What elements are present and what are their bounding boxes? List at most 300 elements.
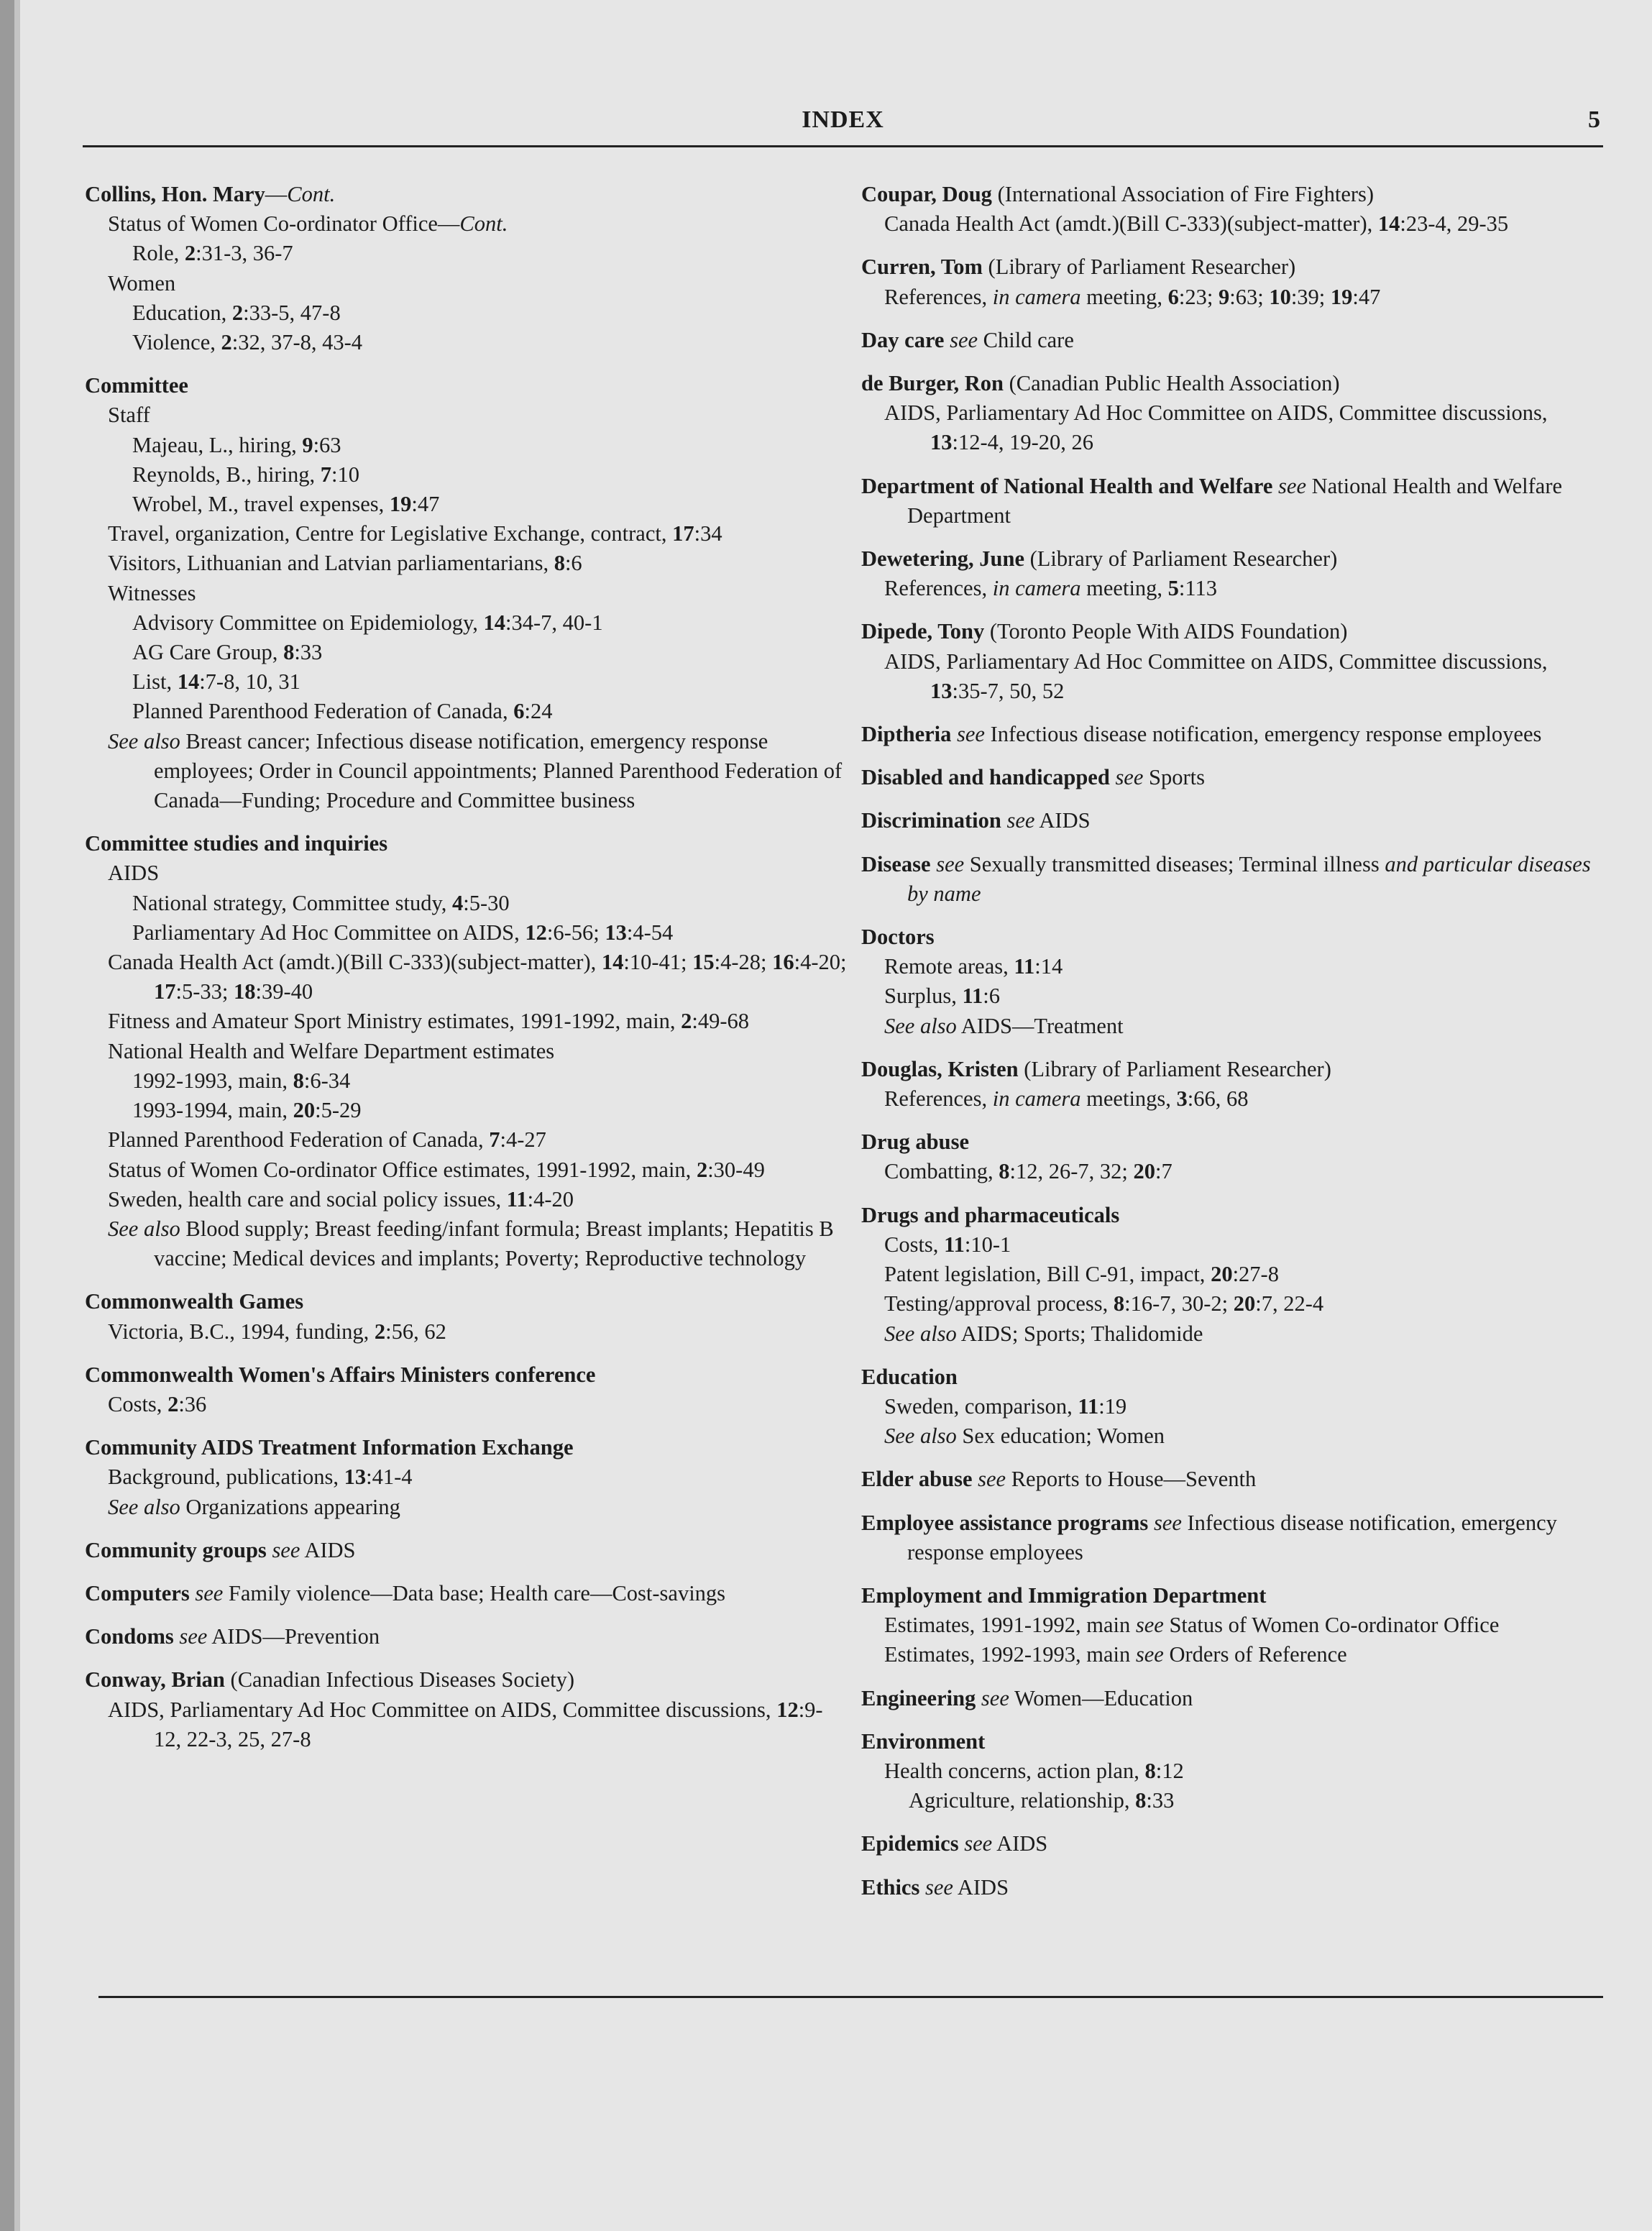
index-entry bbox=[861, 1055, 1609, 1114]
bold-text: 20 bbox=[1211, 1262, 1233, 1287]
text: :113 bbox=[1178, 576, 1218, 601]
bold-text: Drugs and pharmaceuticals bbox=[861, 1202, 1120, 1227]
index-subentry bbox=[85, 638, 847, 667]
text: :6-34 bbox=[303, 1068, 351, 1093]
index-heading bbox=[861, 369, 1609, 398]
bold-text: Education bbox=[861, 1364, 958, 1389]
bold-text: 8 bbox=[554, 551, 565, 576]
bold-text: Disabled and handicapped bbox=[861, 765, 1110, 790]
text: References, bbox=[884, 1086, 993, 1112]
index-subentry bbox=[85, 579, 847, 608]
bold-text: Department of National Health and Welfare bbox=[861, 473, 1273, 498]
index-heading bbox=[85, 371, 847, 400]
bold-text: Commonwealth Women's Affairs Ministers conference bbox=[85, 1362, 596, 1387]
index-heading bbox=[861, 1684, 1609, 1713]
text: :34 bbox=[694, 521, 722, 546]
text: :33-5, 47-8 bbox=[243, 300, 341, 325]
text bbox=[976, 1686, 981, 1710]
index-heading bbox=[861, 472, 1609, 531]
italic-text: See also bbox=[108, 1216, 180, 1241]
text: Agriculture, relationship, bbox=[909, 1788, 1136, 1813]
bold-text: 4 bbox=[452, 890, 464, 915]
italic-text: see bbox=[179, 1624, 208, 1649]
bold-text: 8 bbox=[1144, 1758, 1156, 1783]
index-heading bbox=[85, 1536, 847, 1565]
text: Sweden, comparison, bbox=[884, 1393, 1078, 1419]
text bbox=[919, 1875, 925, 1900]
page-number: 5 bbox=[1588, 106, 1600, 133]
bold-text: 19 bbox=[1330, 284, 1353, 309]
text: Women—Education bbox=[1009, 1685, 1193, 1710]
text: List, bbox=[132, 669, 178, 695]
text: Estimates, 1991-1992, main bbox=[884, 1613, 1136, 1638]
text: :4-20; bbox=[794, 950, 847, 975]
index-heading bbox=[861, 180, 1609, 209]
italic-text: see bbox=[924, 1874, 953, 1900]
text: :23-4, 29-35 bbox=[1400, 211, 1509, 237]
bold-text: Employee assistance programs bbox=[861, 1510, 1149, 1535]
index-entry bbox=[861, 544, 1609, 603]
text: Breast cancer; Infectious disease notification, emergency response employees; Order in Council appointments; Planned Parenthood Federation of Canada—Funding; Procedure and Committee business bbox=[154, 728, 843, 813]
italic-text: see bbox=[981, 1685, 1009, 1710]
text: :30-49 bbox=[707, 1157, 765, 1182]
index-entry bbox=[85, 1665, 847, 1754]
bold-text: Committee bbox=[85, 373, 188, 398]
page-binding-shadow bbox=[14, 0, 20, 2231]
bold-text: Discrimination bbox=[861, 808, 1001, 833]
bold-text: Conway, Brian bbox=[85, 1667, 225, 1692]
index-heading bbox=[861, 252, 1609, 282]
italic-text: in camera bbox=[992, 284, 1081, 309]
bold-text: 14 bbox=[483, 610, 506, 635]
bold-text: Douglas, Kristen bbox=[861, 1056, 1019, 1081]
index-subentry bbox=[861, 1157, 1609, 1186]
text bbox=[1272, 474, 1278, 498]
index-column-right bbox=[861, 180, 1609, 1916]
text: Wrobel, M., travel expenses, bbox=[132, 492, 390, 517]
text: Costs, bbox=[108, 1391, 168, 1416]
bold-text: 8 bbox=[1135, 1788, 1147, 1813]
text: AIDS, Parliamentary Ad Hoc Committee on AIDS, Committee discussions, bbox=[884, 649, 1548, 674]
text: Child care bbox=[978, 327, 1074, 352]
index-entry bbox=[861, 720, 1609, 749]
bold-text: 11 bbox=[1014, 954, 1035, 979]
index-subentry bbox=[85, 400, 847, 430]
index-heading bbox=[861, 617, 1609, 646]
index-heading bbox=[861, 720, 1609, 749]
text: (Library of Parliament Researcher) bbox=[1018, 1056, 1331, 1081]
index-entry bbox=[85, 1622, 847, 1652]
index-subentry bbox=[861, 647, 1609, 706]
text: 1992-1993, main, bbox=[132, 1068, 293, 1093]
text: :5-33; bbox=[175, 979, 234, 1004]
bold-text: 9 bbox=[1219, 284, 1230, 309]
text: (Toronto People With AIDS Foundation) bbox=[984, 619, 1348, 644]
text bbox=[944, 328, 950, 352]
text: :36 bbox=[178, 1391, 207, 1416]
text: :33 bbox=[294, 640, 323, 665]
index-heading bbox=[861, 1362, 1609, 1392]
index-subentry bbox=[861, 1319, 1609, 1349]
text: National strategy, Committee study, bbox=[132, 890, 452, 915]
italic-text: see bbox=[1278, 473, 1306, 498]
index-subentry bbox=[85, 1185, 847, 1214]
text: :12, 26-7, 32; bbox=[1009, 1159, 1134, 1184]
bold-text: 8 bbox=[293, 1068, 304, 1093]
text: AIDS bbox=[953, 1874, 1009, 1900]
text: (Canadian Infectious Diseases Society) bbox=[224, 1667, 575, 1692]
text: :23; bbox=[1178, 284, 1219, 309]
index-subentry bbox=[85, 1695, 847, 1754]
text: :4-54 bbox=[626, 920, 674, 945]
text: Status of Women Co-ordinator Office bbox=[1163, 1613, 1500, 1638]
bold-text: Committee studies and inquiries bbox=[85, 831, 388, 856]
index-subentry bbox=[85, 1066, 847, 1096]
bold-text: 15 bbox=[692, 950, 715, 975]
text: :35-7, 50, 52 bbox=[952, 678, 1065, 703]
bold-text: 19 bbox=[389, 492, 412, 517]
italic-text: Cont. bbox=[459, 211, 508, 237]
bold-text: Dipede, Tony bbox=[861, 619, 985, 644]
index-entry bbox=[861, 369, 1609, 458]
text: Infectious disease notification, emergency response employees bbox=[984, 722, 1542, 747]
text: Combatting, bbox=[884, 1159, 999, 1184]
text: :7-8, 10, 31 bbox=[199, 669, 300, 695]
index-heading bbox=[861, 850, 1609, 909]
index-heading bbox=[85, 1579, 847, 1608]
index-subentry bbox=[85, 460, 847, 490]
bold-text: Epidemics bbox=[861, 1831, 959, 1856]
bold-text: Community AIDS Treatment Information Exchange bbox=[85, 1435, 574, 1460]
bold-text: Commonwealth Games bbox=[85, 1289, 304, 1314]
text: Remote areas, bbox=[884, 954, 1014, 979]
index-heading bbox=[85, 829, 847, 858]
index-entry bbox=[85, 1360, 847, 1419]
text: (Library of Parliament Researcher) bbox=[1024, 546, 1338, 572]
index-entry bbox=[861, 1829, 1609, 1859]
text: Patent legislation, Bill C-91, impact, bbox=[884, 1262, 1211, 1287]
text: Health concerns, action plan, bbox=[884, 1758, 1145, 1783]
bold-text: 8 bbox=[283, 640, 295, 665]
bold-text: 9 bbox=[302, 432, 313, 457]
index-heading bbox=[861, 922, 1609, 952]
index-entry bbox=[861, 922, 1609, 1041]
index-subentry bbox=[861, 1611, 1609, 1640]
text: :56, 62 bbox=[385, 1319, 446, 1344]
text: Education, bbox=[132, 300, 232, 325]
text: (International Association of Fire Fighters) bbox=[991, 182, 1375, 206]
index-subentry bbox=[861, 1260, 1609, 1289]
index-subentry bbox=[85, 549, 847, 578]
text: :9-12, 22-3, 25, 27-8 bbox=[154, 1697, 823, 1751]
text: Blood supply; Breast feeding/infant formula; Breast implants; Hepatitis B vaccine; Medical devices and implants; Poverty; Reproductive technology bbox=[154, 1216, 834, 1271]
index-subentry bbox=[85, 1390, 847, 1419]
italic-text: Cont. bbox=[287, 182, 336, 206]
text: Background, publications, bbox=[108, 1465, 344, 1490]
text: Organizations appearing bbox=[180, 1494, 400, 1519]
bold-text: Condoms bbox=[85, 1624, 174, 1649]
bold-text: 17 bbox=[154, 979, 176, 1004]
index-subentry bbox=[85, 328, 847, 357]
text: Visitors, Lithuanian and Latvian parliamentarians, bbox=[108, 551, 554, 576]
text: Sweden, health care and social policy issues, bbox=[108, 1186, 507, 1211]
index-subentry bbox=[85, 431, 847, 460]
text: Status of Women Co-ordinator Office— bbox=[108, 211, 460, 237]
italic-text: see bbox=[1135, 1642, 1164, 1667]
index-column-left bbox=[85, 180, 847, 1768]
text: AIDS bbox=[992, 1831, 1048, 1856]
text: Violence, bbox=[132, 330, 221, 355]
text: National Health and Welfare Department estimates bbox=[108, 1038, 555, 1063]
text: References, bbox=[884, 576, 993, 601]
index-subentry bbox=[85, 209, 847, 239]
text: Orders of Reference bbox=[1163, 1642, 1347, 1667]
bold-text: 18 bbox=[233, 979, 256, 1004]
italic-text: see bbox=[964, 1831, 993, 1856]
index-heading bbox=[85, 1433, 847, 1462]
text: Sports bbox=[1143, 765, 1205, 790]
text: Advisory Committee on Epidemiology, bbox=[132, 610, 484, 635]
bold-text: 16 bbox=[772, 950, 794, 975]
italic-text: see bbox=[272, 1537, 300, 1562]
text: meeting, bbox=[1080, 576, 1168, 601]
text: meetings, bbox=[1080, 1086, 1177, 1112]
index-subentry bbox=[861, 981, 1609, 1011]
text: :39-40 bbox=[255, 979, 313, 1004]
italic-text: see bbox=[195, 1580, 224, 1605]
text: :4-28; bbox=[714, 950, 773, 975]
bold-text: Drug abuse bbox=[861, 1130, 969, 1155]
text: :24 bbox=[524, 699, 553, 724]
text: Costs, bbox=[884, 1232, 945, 1257]
text: Estimates, 1992-1993, main bbox=[884, 1642, 1136, 1667]
text: :5-30 bbox=[463, 890, 510, 915]
text: — bbox=[265, 182, 288, 206]
text: Family violence—Data base; Health care—Cost-savings bbox=[223, 1580, 726, 1605]
bold-text: 2 bbox=[221, 330, 232, 355]
index-subentry bbox=[861, 209, 1609, 239]
index-heading bbox=[861, 1829, 1609, 1859]
index-subentry bbox=[85, 1125, 847, 1155]
bold-text: 14 bbox=[177, 669, 200, 695]
bold-text: 20 bbox=[1233, 1291, 1256, 1316]
bold-text: Collins, Hon. Mary bbox=[85, 182, 265, 206]
index-subentry bbox=[85, 918, 847, 948]
text: (Library of Parliament Researcher) bbox=[982, 255, 1296, 280]
index-heading bbox=[85, 180, 847, 209]
text bbox=[1148, 1511, 1154, 1535]
bold-text: Employment and Immigration Department bbox=[861, 1582, 1267, 1608]
italic-text: see bbox=[1006, 808, 1035, 833]
text: Surplus, bbox=[884, 984, 963, 1009]
bold-text: 6 bbox=[513, 699, 525, 724]
index-subentry bbox=[861, 398, 1609, 457]
italic-text: see bbox=[978, 1467, 1006, 1492]
bold-text: 5 bbox=[1167, 576, 1179, 601]
index-subentry bbox=[85, 519, 847, 549]
index-entry bbox=[861, 252, 1609, 311]
bold-text: 13 bbox=[930, 430, 953, 455]
bold-text: Computers bbox=[85, 1580, 190, 1605]
index-subentry bbox=[85, 697, 847, 726]
bold-text: Day care bbox=[861, 327, 945, 352]
text: Travel, organization, Centre for Legislative Exchange, contract, bbox=[108, 521, 673, 546]
bold-text: Elder abuse bbox=[861, 1467, 973, 1492]
text: meeting, bbox=[1080, 284, 1168, 309]
index-entry bbox=[861, 1508, 1609, 1567]
text: :5-29 bbox=[315, 1098, 362, 1123]
text: Witnesses bbox=[108, 580, 196, 605]
index-entry bbox=[861, 763, 1609, 792]
bold-text: 2 bbox=[168, 1391, 179, 1416]
italic-text: see bbox=[1115, 765, 1144, 790]
bold-text: 13 bbox=[605, 920, 627, 945]
text: Status of Women Co-ordinator Office estimates, 1991-1992, main, bbox=[108, 1157, 697, 1182]
text: Staff bbox=[108, 403, 150, 428]
index-subentry bbox=[85, 298, 847, 328]
index-subentry bbox=[861, 1786, 1609, 1815]
index-subentry bbox=[85, 1462, 847, 1492]
index-subentry bbox=[85, 667, 847, 697]
bold-text: Coupar, Doug bbox=[861, 182, 992, 206]
index-subentry bbox=[861, 1756, 1609, 1786]
index-entry bbox=[861, 806, 1609, 835]
text: Victoria, B.C., 1994, funding, bbox=[108, 1319, 375, 1344]
text: Sexually transmitted diseases; Terminal illness bbox=[964, 851, 1385, 876]
index-entry bbox=[85, 1579, 847, 1608]
index-heading bbox=[861, 1508, 1609, 1567]
text: :49-68 bbox=[692, 1009, 750, 1034]
index-subentry bbox=[85, 1155, 847, 1185]
italic-text: in camera bbox=[992, 576, 1081, 601]
bold-text: 14 bbox=[1377, 211, 1400, 237]
text: :16-7, 30-2; bbox=[1124, 1291, 1234, 1316]
bold-text: Environment bbox=[861, 1728, 986, 1754]
text: :10-1 bbox=[964, 1232, 1011, 1257]
bold-text: 12 bbox=[776, 1697, 799, 1722]
italic-text: See also bbox=[884, 1013, 957, 1038]
index-subentry bbox=[85, 1096, 847, 1125]
index-heading bbox=[85, 1622, 847, 1652]
text: :14 bbox=[1034, 954, 1063, 979]
index-entry bbox=[861, 326, 1609, 355]
bold-text: Dewetering, June bbox=[861, 546, 1025, 572]
text: :34-7, 40-1 bbox=[505, 610, 603, 635]
bold-text: 2 bbox=[696, 1157, 708, 1182]
text: :12-4, 19-20, 26 bbox=[952, 430, 1094, 455]
bold-text: Ethics bbox=[861, 1874, 920, 1900]
text: :6 bbox=[983, 984, 1001, 1009]
page-title: INDEX bbox=[802, 106, 884, 133]
index-heading bbox=[861, 1727, 1609, 1756]
text: Parliamentary Ad Hoc Committee on AIDS, bbox=[132, 920, 526, 945]
text: :6 bbox=[564, 551, 582, 576]
italic-text: and particular diseases by name bbox=[907, 851, 1591, 906]
index-subentry bbox=[85, 269, 847, 298]
bold-text: Disease bbox=[861, 851, 931, 876]
index-heading bbox=[85, 1360, 847, 1390]
text: AIDS—Treatment bbox=[956, 1013, 1124, 1038]
index-subentry bbox=[861, 1392, 1609, 1421]
text: Planned Parenthood Federation of Canada, bbox=[108, 1127, 490, 1153]
index-subentry bbox=[85, 1493, 847, 1522]
text: Canada Health Act (amdt.)(Bill C-333)(subject-matter), bbox=[108, 950, 602, 975]
text: AIDS; Sports; Thalidomide bbox=[956, 1321, 1203, 1346]
index-subentry bbox=[861, 1084, 1609, 1114]
italic-text: See also bbox=[108, 1494, 180, 1519]
index-heading bbox=[861, 1581, 1609, 1611]
index-heading bbox=[861, 1055, 1609, 1084]
index-subentry bbox=[85, 858, 847, 888]
italic-text: see bbox=[957, 722, 985, 747]
text: :31-3, 36-7 bbox=[196, 241, 293, 266]
bold-text: 13 bbox=[930, 678, 953, 703]
bold-text: Community groups bbox=[85, 1537, 267, 1562]
index-subentry bbox=[85, 889, 847, 918]
italic-text: in camera bbox=[992, 1086, 1081, 1112]
index-subentry bbox=[861, 1012, 1609, 1041]
text: AIDS bbox=[108, 861, 160, 886]
index-entry bbox=[861, 1362, 1609, 1452]
text: :47 bbox=[1352, 284, 1381, 309]
bold-text: 7 bbox=[320, 462, 332, 487]
text: :47 bbox=[411, 492, 440, 517]
index-entry bbox=[85, 371, 847, 815]
bold-text: 11 bbox=[1078, 1393, 1099, 1419]
text: Infectious disease notification, emergency response employees bbox=[907, 1510, 1557, 1565]
index-subentry bbox=[861, 1289, 1609, 1319]
bold-text: Diptheria bbox=[861, 722, 952, 747]
text bbox=[951, 722, 957, 746]
text: Canada Health Act (amdt.)(Bill C-333)(subject-matter), bbox=[884, 211, 1378, 237]
index-subentry bbox=[85, 1007, 847, 1036]
index-entry bbox=[861, 1465, 1609, 1494]
index-entry bbox=[861, 1201, 1609, 1349]
bold-text: 2 bbox=[231, 300, 244, 325]
text: Reports to House—Seventh bbox=[1006, 1467, 1257, 1492]
text: :63 bbox=[313, 432, 341, 457]
text: Planned Parenthood Federation of Canada, bbox=[132, 699, 514, 724]
bold-text: 20 bbox=[1133, 1159, 1156, 1184]
text: :66, 68 bbox=[1187, 1086, 1249, 1112]
text: :32, 37-8, 43-4 bbox=[231, 330, 363, 355]
index-subentry bbox=[85, 1214, 847, 1273]
index-entry bbox=[861, 617, 1609, 706]
text: 1993-1994, main, bbox=[132, 1098, 293, 1123]
text: AIDS bbox=[300, 1537, 356, 1562]
bold-text: 8 bbox=[999, 1159, 1010, 1184]
text: :12 bbox=[1155, 1758, 1184, 1783]
index-subentry bbox=[85, 727, 847, 816]
text: AIDS, Parliamentary Ad Hoc Committee on AIDS, Committee discussions, bbox=[884, 400, 1548, 426]
index-subentry bbox=[85, 239, 847, 268]
index-heading bbox=[861, 763, 1609, 792]
bold-text: 3 bbox=[1176, 1086, 1188, 1112]
text: AG Care Group, bbox=[132, 640, 284, 665]
text: AIDS—Prevention bbox=[207, 1624, 380, 1649]
bold-text: 2 bbox=[681, 1009, 692, 1034]
text: AIDS, Parliamentary Ad Hoc Committee on AIDS, Committee discussions, bbox=[108, 1697, 777, 1722]
bold-text: 17 bbox=[672, 521, 694, 546]
bold-text: 2 bbox=[374, 1319, 386, 1344]
index-entry bbox=[861, 472, 1609, 531]
bold-text: 8 bbox=[1113, 1291, 1125, 1316]
page-binding-edge bbox=[0, 0, 14, 2231]
bold-text: 11 bbox=[962, 984, 983, 1009]
text: (Canadian Public Health Association) bbox=[1003, 371, 1340, 396]
text: Testing/approval process, bbox=[884, 1291, 1114, 1316]
index-entry bbox=[861, 850, 1609, 909]
